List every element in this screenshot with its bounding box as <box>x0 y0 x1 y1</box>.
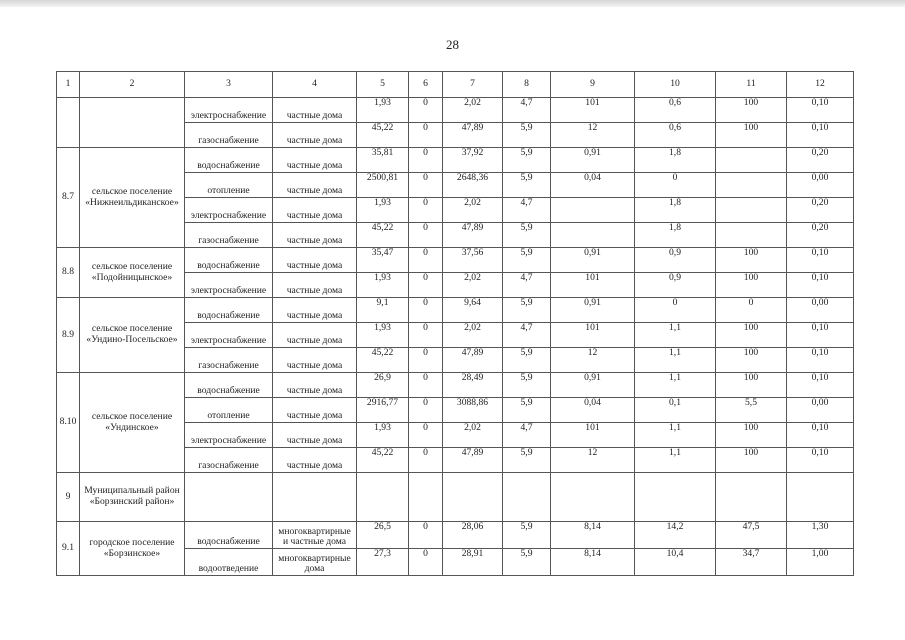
column-number-6: 6 <box>409 72 443 98</box>
value-cell-col-9: 0,91 <box>551 298 635 323</box>
value-cell-col-5: 2500,81 <box>357 173 409 198</box>
value-cell-col-9 <box>551 223 635 248</box>
settlement-number: 8.9 <box>57 298 80 373</box>
value-cell-col-11 <box>716 198 787 223</box>
column-number-row <box>57 72 854 98</box>
value-cell-col-8: 5,9 <box>503 448 551 473</box>
district-row <box>57 473 854 522</box>
value-cell-col-6: 0 <box>409 323 443 348</box>
value-cell-col-5: 26,9 <box>357 373 409 398</box>
value-cell-col-6: 0 <box>409 298 443 323</box>
value-cell-col-11 <box>716 223 787 248</box>
value-cell-col-8: 5,9 <box>503 348 551 373</box>
value-cell-col-10: 1,8 <box>635 223 716 248</box>
value-cell-col-6: 0 <box>409 123 443 148</box>
value-cell-col-10: 0 <box>635 298 716 323</box>
value-cell-col-7: 47,89 <box>443 448 503 473</box>
value-cell-col-11 <box>716 173 787 198</box>
value-cell-col-12: 0,00 <box>787 398 854 423</box>
value-cell-col-12: 0,10 <box>787 123 854 148</box>
utility-cell: отопление <box>185 398 273 423</box>
empty-cell <box>357 473 409 522</box>
value-cell-col-9: 12 <box>551 348 635 373</box>
column-number-1: 1 <box>57 72 80 98</box>
column-number-12: 12 <box>787 72 854 98</box>
value-cell-col-6: 0 <box>409 173 443 198</box>
value-cell-col-7: 47,89 <box>443 348 503 373</box>
utility-cell: водоотведение <box>185 549 273 576</box>
table-row <box>57 148 854 173</box>
value-cell-col-10: 0,1 <box>635 398 716 423</box>
value-cell-col-11: 100 <box>716 373 787 398</box>
value-cell-col-12: 0,20 <box>787 198 854 223</box>
column-number-4: 4 <box>273 72 357 98</box>
settlement-name: городское поселение «Борзинское» <box>80 522 185 576</box>
value-cell-col-8: 5,9 <box>503 248 551 273</box>
utility-cell: газоснабжение <box>185 123 273 148</box>
utility-cell: электроснабжение <box>185 323 273 348</box>
value-cell-col-5: 45,22 <box>357 223 409 248</box>
value-cell-col-9: 0,04 <box>551 398 635 423</box>
housing-type-cell: частные дома <box>273 448 357 473</box>
value-cell-col-7: 9,64 <box>443 298 503 323</box>
value-cell-col-8: 5,9 <box>503 123 551 148</box>
column-number-3: 3 <box>185 72 273 98</box>
value-cell-col-11: 100 <box>716 348 787 373</box>
column-number-10: 10 <box>635 72 716 98</box>
value-cell-col-6: 0 <box>409 448 443 473</box>
value-cell-col-11: 34,7 <box>716 549 787 576</box>
value-cell-col-7: 47,89 <box>443 123 503 148</box>
table-row <box>57 298 854 323</box>
empty-cell <box>503 473 551 522</box>
settlement-number: 8.10 <box>57 373 80 473</box>
value-cell-col-7: 3088,86 <box>443 398 503 423</box>
value-cell-col-9: 101 <box>551 323 635 348</box>
utility-cell: отопление <box>185 173 273 198</box>
table-body <box>57 72 854 576</box>
value-cell-col-6: 0 <box>409 373 443 398</box>
value-cell-col-7: 2,02 <box>443 98 503 123</box>
value-cell-col-6: 0 <box>409 273 443 298</box>
value-cell-col-7: 2,02 <box>443 423 503 448</box>
empty-cell <box>787 473 854 522</box>
utility-cell: газоснабжение <box>185 348 273 373</box>
utility-cell: газоснабжение <box>185 223 273 248</box>
value-cell-col-8: 5,9 <box>503 373 551 398</box>
value-cell-col-11 <box>716 148 787 173</box>
housing-type-cell: частные дома <box>273 423 357 448</box>
empty-name-cell <box>80 98 185 148</box>
housing-type-cell: частные дома <box>273 273 357 298</box>
value-cell-col-8: 4,7 <box>503 273 551 298</box>
column-number-11: 11 <box>716 72 787 98</box>
column-number-8: 8 <box>503 72 551 98</box>
value-cell-col-5: 27,3 <box>357 549 409 576</box>
utility-cell: газоснабжение <box>185 448 273 473</box>
value-cell-col-8: 5,9 <box>503 522 551 549</box>
value-cell-col-7: 47,89 <box>443 223 503 248</box>
utility-cell: водоснабжение <box>185 298 273 323</box>
utility-cell: водоснабжение <box>185 248 273 273</box>
value-cell-col-6: 0 <box>409 348 443 373</box>
value-cell-col-6: 0 <box>409 198 443 223</box>
value-cell-col-5: 26,5 <box>357 522 409 549</box>
value-cell-col-12: 0,10 <box>787 448 854 473</box>
value-cell-col-8: 5,9 <box>503 298 551 323</box>
value-cell-col-9: 8,14 <box>551 522 635 549</box>
settlement-number: 8.8 <box>57 248 80 298</box>
value-cell-col-10: 1,1 <box>635 448 716 473</box>
value-cell-col-11: 100 <box>716 448 787 473</box>
value-cell-col-5: 45,22 <box>357 123 409 148</box>
value-cell-col-5: 1,93 <box>357 198 409 223</box>
value-cell-col-7: 37,92 <box>443 148 503 173</box>
value-cell-col-10: 0,9 <box>635 248 716 273</box>
value-cell-col-12: 0,00 <box>787 173 854 198</box>
value-cell-col-5: 35,47 <box>357 248 409 273</box>
value-cell-col-5: 2916,77 <box>357 398 409 423</box>
value-cell-col-9: 12 <box>551 123 635 148</box>
value-cell-col-6: 0 <box>409 398 443 423</box>
utility-cell: электроснабжение <box>185 273 273 298</box>
housing-type-cell: частные дома <box>273 223 357 248</box>
value-cell-col-5: 1,93 <box>357 98 409 123</box>
value-cell-col-5: 1,93 <box>357 323 409 348</box>
empty-cell <box>551 473 635 522</box>
value-cell-col-6: 0 <box>409 248 443 273</box>
value-cell-col-9 <box>551 198 635 223</box>
utility-cell: водоснабжение <box>185 522 273 549</box>
value-cell-col-6: 0 <box>409 549 443 576</box>
value-cell-col-6: 0 <box>409 148 443 173</box>
value-cell-col-11: 100 <box>716 248 787 273</box>
utility-cell: водоснабжение <box>185 373 273 398</box>
tariff-table <box>56 71 854 576</box>
value-cell-col-12: 0,20 <box>787 148 854 173</box>
housing-type-cell: частные дома <box>273 298 357 323</box>
empty-cell <box>443 473 503 522</box>
value-cell-col-11: 100 <box>716 273 787 298</box>
value-cell-col-11: 100 <box>716 323 787 348</box>
housing-type-cell: частные дома <box>273 148 357 173</box>
utility-cell: электроснабжение <box>185 98 273 123</box>
value-cell-col-12: 0,10 <box>787 348 854 373</box>
value-cell-col-9: 8,14 <box>551 549 635 576</box>
empty-cell <box>273 473 357 522</box>
value-cell-col-7: 28,91 <box>443 549 503 576</box>
value-cell-col-8: 4,7 <box>503 323 551 348</box>
table-row <box>57 98 854 123</box>
value-cell-col-12: 0,20 <box>787 223 854 248</box>
value-cell-col-10: 1,1 <box>635 373 716 398</box>
value-cell-col-11: 100 <box>716 98 787 123</box>
utility-cell: электроснабжение <box>185 423 273 448</box>
value-cell-col-10: 0,6 <box>635 123 716 148</box>
settlement-name: сельское поселение «Нижнеильдиканское» <box>80 148 185 248</box>
column-number-2: 2 <box>80 72 185 98</box>
page-number: 28 <box>446 37 459 52</box>
housing-type-cell: частные дома <box>273 123 357 148</box>
value-cell-col-5: 45,22 <box>357 448 409 473</box>
settlement-number: 8.7 <box>57 148 80 248</box>
value-cell-col-10: 0,9 <box>635 273 716 298</box>
utility-cell: водоснабжение <box>185 148 273 173</box>
housing-type-cell: частные дома <box>273 348 357 373</box>
table-row <box>57 522 854 549</box>
value-cell-col-8: 4,7 <box>503 423 551 448</box>
scan-top-edge <box>0 0 905 7</box>
housing-type-cell: частные дома <box>273 173 357 198</box>
value-cell-col-11: 47,5 <box>716 522 787 549</box>
value-cell-col-8: 4,7 <box>503 98 551 123</box>
housing-type-cell: частные дома <box>273 198 357 223</box>
value-cell-col-5: 9,1 <box>357 298 409 323</box>
value-cell-col-8: 5,9 <box>503 549 551 576</box>
settlement-name: сельское поселение «Подойницынское» <box>80 248 185 298</box>
value-cell-col-10: 1,1 <box>635 348 716 373</box>
value-cell-col-9: 101 <box>551 273 635 298</box>
column-number-7: 7 <box>443 72 503 98</box>
value-cell-col-10: 1,1 <box>635 323 716 348</box>
value-cell-col-12: 0,10 <box>787 323 854 348</box>
value-cell-col-7: 2,02 <box>443 273 503 298</box>
value-cell-col-7: 28,06 <box>443 522 503 549</box>
table-row <box>57 248 854 273</box>
value-cell-col-8: 5,9 <box>503 173 551 198</box>
value-cell-col-5: 1,93 <box>357 423 409 448</box>
value-cell-col-9: 101 <box>551 98 635 123</box>
value-cell-col-11: 100 <box>716 123 787 148</box>
value-cell-col-8: 5,9 <box>503 398 551 423</box>
settlement-name: сельское поселение «Ундинское» <box>80 373 185 473</box>
column-number-9: 9 <box>551 72 635 98</box>
empty-cell <box>185 473 273 522</box>
value-cell-col-10: 10,4 <box>635 549 716 576</box>
value-cell-col-6: 0 <box>409 522 443 549</box>
housing-type-cell: частные дома <box>273 373 357 398</box>
value-cell-col-5: 35,81 <box>357 148 409 173</box>
housing-type-cell: частные дома <box>273 248 357 273</box>
settlement-name: сельское поселение «Ундино-Посельское» <box>80 298 185 373</box>
value-cell-col-9: 0,91 <box>551 148 635 173</box>
housing-type-cell: частные дома <box>273 98 357 123</box>
district-number: 9 <box>57 473 80 522</box>
value-cell-col-9: 12 <box>551 448 635 473</box>
column-number-5: 5 <box>357 72 409 98</box>
value-cell-col-9: 101 <box>551 423 635 448</box>
housing-type-cell: многоквартирные дома <box>273 549 357 576</box>
value-cell-col-11: 0 <box>716 298 787 323</box>
value-cell-col-10: 1,1 <box>635 423 716 448</box>
table-row <box>57 373 854 398</box>
value-cell-col-12: 0,10 <box>787 98 854 123</box>
value-cell-col-11: 5,5 <box>716 398 787 423</box>
district-name: Муниципальный район «Борзинский район» <box>80 473 185 522</box>
value-cell-col-10: 0 <box>635 173 716 198</box>
value-cell-col-8: 4,7 <box>503 198 551 223</box>
value-cell-col-10: 0,6 <box>635 98 716 123</box>
value-cell-col-12: 0,00 <box>787 298 854 323</box>
value-cell-col-10: 1,8 <box>635 198 716 223</box>
value-cell-col-7: 2,02 <box>443 198 503 223</box>
value-cell-col-12: 0,10 <box>787 373 854 398</box>
value-cell-col-10: 14,2 <box>635 522 716 549</box>
value-cell-col-10: 1,8 <box>635 148 716 173</box>
value-cell-col-7: 37,56 <box>443 248 503 273</box>
value-cell-col-6: 0 <box>409 98 443 123</box>
value-cell-col-8: 5,9 <box>503 223 551 248</box>
value-cell-col-7: 2648,36 <box>443 173 503 198</box>
value-cell-col-12: 1,00 <box>787 549 854 576</box>
value-cell-col-12: 1,30 <box>787 522 854 549</box>
housing-type-cell: многоквартирные и частные дома <box>273 522 357 549</box>
value-cell-col-12: 0,10 <box>787 273 854 298</box>
empty-number-cell <box>57 98 80 148</box>
value-cell-col-8: 5,9 <box>503 148 551 173</box>
empty-cell <box>409 473 443 522</box>
value-cell-col-5: 1,93 <box>357 273 409 298</box>
value-cell-col-6: 0 <box>409 223 443 248</box>
housing-type-cell: частные дома <box>273 323 357 348</box>
empty-cell <box>635 473 716 522</box>
settlement-number: 9.1 <box>57 522 80 576</box>
value-cell-col-5: 45,22 <box>357 348 409 373</box>
value-cell-col-9: 0,91 <box>551 248 635 273</box>
empty-cell <box>716 473 787 522</box>
housing-type-cell: частные дома <box>273 398 357 423</box>
utility-cell: электроснабжение <box>185 198 273 223</box>
value-cell-col-12: 0,10 <box>787 248 854 273</box>
value-cell-col-6: 0 <box>409 423 443 448</box>
value-cell-col-7: 28,49 <box>443 373 503 398</box>
value-cell-col-12: 0,10 <box>787 423 854 448</box>
value-cell-col-9: 0,91 <box>551 373 635 398</box>
value-cell-col-7: 2,02 <box>443 323 503 348</box>
value-cell-col-9: 0,04 <box>551 173 635 198</box>
value-cell-col-11: 100 <box>716 423 787 448</box>
